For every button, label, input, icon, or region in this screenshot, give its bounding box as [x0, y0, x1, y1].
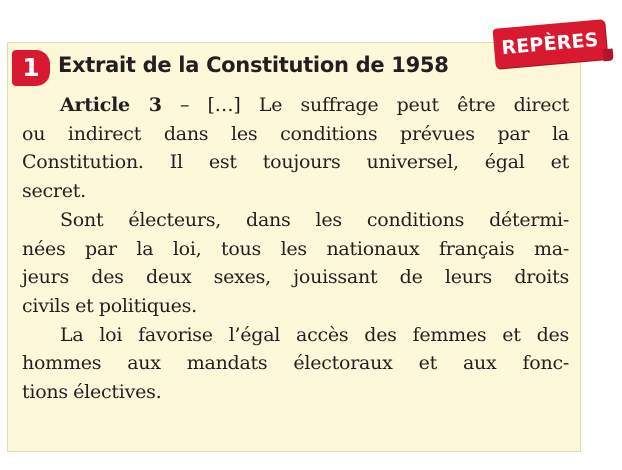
- text-line: tions électives.: [22, 381, 162, 404]
- text-line: secret.: [22, 180, 86, 203]
- text-line: Sont électeurs, dans les conditions détermi-: [60, 208, 569, 231]
- reperes-tag: REPÈRES: [492, 19, 607, 69]
- text-line: nées par la loi, tous les nationaux français ma-: [22, 237, 569, 260]
- text-line: hommes aux mandats électoraux et aux fonc-: [22, 352, 569, 375]
- text-line: ou indirect dans les conditions prévues par la: [22, 122, 569, 145]
- document-title: Extrait de la Constitution de 1958: [58, 53, 449, 77]
- text-line: civils et politiques.: [22, 294, 197, 317]
- text-line: La loi favorise l’égal accès des femmes et des: [60, 323, 569, 346]
- text-line: jeurs des deux sexes, jouissant de leurs droits: [22, 266, 569, 289]
- article-label: Article 3: [60, 94, 162, 116]
- text-line: Constitution. Il est toujours universel, égal et: [22, 151, 569, 174]
- text-line-content: – […] Le suffrage peut être direct: [161, 94, 569, 116]
- document-number-badge: 1: [12, 50, 50, 86]
- article-text: [22, 91, 569, 407]
- text-line: [22, 91, 569, 120]
